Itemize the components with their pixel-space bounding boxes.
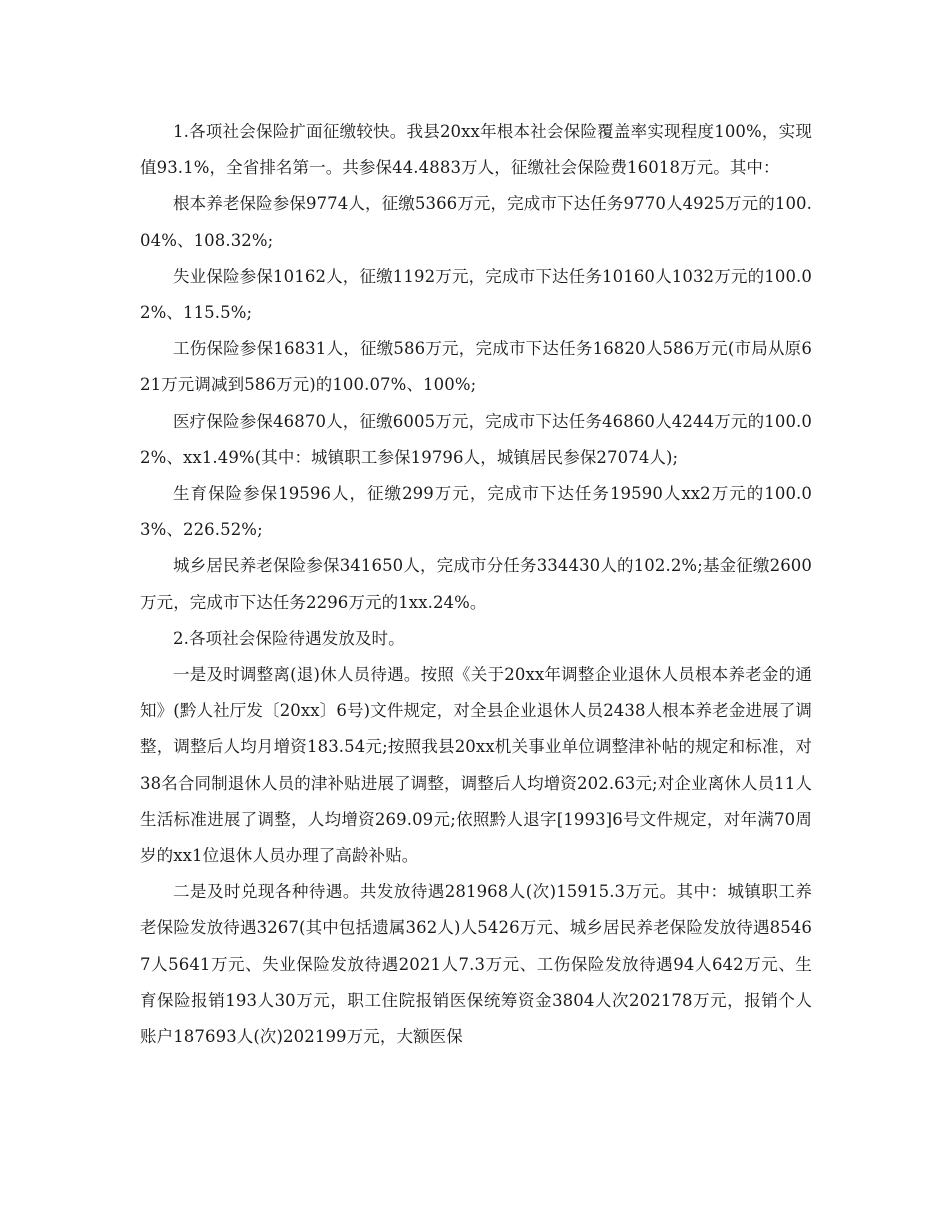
paragraph-work-injury-insurance: 工伤保险参保16831人，征缴586万元，完成市下达任务16820人586万元(市局从原621万元调减到586万元)的100.07%、100%; [140,339,812,395]
paragraph-retiree-adjustment: 一是及时调整离(退)休人员待遇。按照《关于20xx年调整企业退休人员根本养老金的通知》(黔人社厅发〔20xx〕6号)文件规定，对全县企业退休人员2438人根本养老金进展了调整，调整后人均月增资183.54元;按照我县20xx机关事业单位调整津补帖的规定和标准，对38名合同制退休人员的津补贴进展了调整，调整后人均增资202.63元;对企业离休人员11人生活标准进展了调整，人均增资269.09元;依照黔人退字[1993]6号文件规定，对年满70周岁的xx1位退休人员办理了高龄补贴。 [140,665,812,866]
paragraph-unemployment-insurance: 失业保险参保10162人，征缴1192万元，完成市下达任务10160人1032万元的100.02%、115.5%; [140,266,812,323]
document-body [140,114,812,1055]
paragraph-rural-pension: 城乡居民养老保险参保341650人，完成市分任务334430人的102.2%;基金征缴2600万元，完成市下达任务2296万元的1xx.24%。 [140,556,812,612]
paragraph-benefits-heading: 2.各项社会保险待遇发放及时。 [173,628,405,648]
paragraph-medical-insurance: 医疗保险参保46870人，征缴6005万元，完成市下达任务46860人4244万元的100.02%、xx1.49%(其中：城镇职工参保19796人，城镇居民参保27074人); [140,411,812,467]
paragraph-pension-insurance: 根本养老保险参保9774人，征缴5366万元，完成市下达任务9770人4925万元的100.04%、108.32%; [140,194,812,250]
paragraph-benefits-payout: 二是及时兑现各种待遇。共发放待遇281968人(次)15915.3万元。其中：城镇职工养老保险发放待遇3267(其中包括遗属362人)人5426万元、城乡居民养老保险发放待遇85467人5641万元、失业保险发放待遇2021人7.3万元、工伤保险发放待遇94人642万元、生育保险报销193人30万元，职工住院报销医保统筹资金3804人次202178万元，报销个人账户187693人(次)202199万元，大额医保 [140,882,812,1047]
paragraph-maternity-insurance: 生育保险参保19596人，征缴299万元，完成市下达任务19590人xx2万元的100.03%、226.52%; [140,484,812,540]
paragraph-coverage-summary: 1.各项社会保险扩面征缴较快。我县20xx年根本社会保险覆盖率实现程度100%，实现值93.1%，全省排名第一。共参保44.4883万人，征缴社会保险费16018万元。其中： [140,122,812,178]
